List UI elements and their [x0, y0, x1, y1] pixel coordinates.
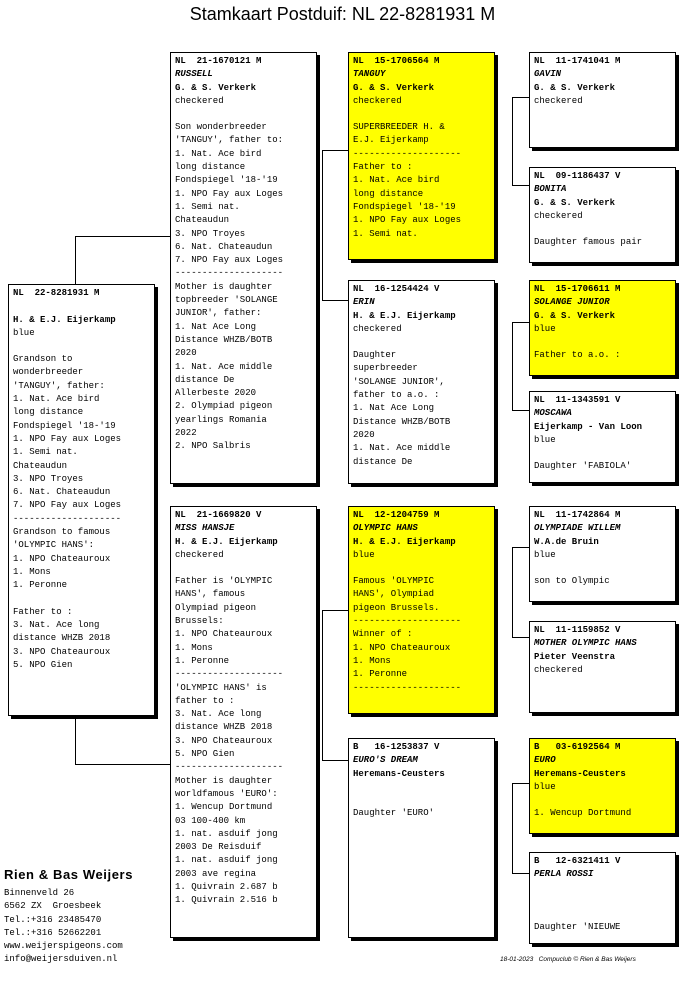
owner: H. & E.J. Eijerkamp: [353, 536, 456, 547]
ring-number: NL 11-1742864 M: [534, 510, 621, 520]
ring-number: NL 11-1343591 V: [534, 395, 621, 405]
pedigree-notes: Father to a.o. :: [534, 350, 621, 361]
pigeon-name: EURO: [534, 755, 556, 766]
ring-number: NL 22-8281931 M: [13, 288, 100, 298]
ring-number: NL 11-1741041 M: [534, 56, 621, 66]
pedigree-notes: Daughter 'NIEUWE: [534, 922, 621, 933]
pigeon-card-mf: [348, 506, 495, 714]
pigeon-color: [534, 895, 671, 908]
print-info: 18-01-2023 Compuclub © Rien & Bas Weijers: [500, 956, 636, 963]
pedigree-notes: Grandson to wonderbreeder 'TANGUY', father: 1. Nat. Ace bird long distance Fondspiegel '18-'19 1. NPO Fay aux Loges 1. Semi nat. Chateaudun 3. NPO Troyes 6. Nat. Chateaudun 7. NPO Fay aux Loges -------------------- Grandson to famous 'OLYMPIC HANS': 1. NPO Chateauroux 1. Mons 1. Peronne Father to : 3. Nat. Ace long distance WHZB 2018 3. NPO Chateauroux 5. NPO Gien: [13, 354, 122, 671]
connector-line: [322, 150, 348, 151]
phone-number: Tel.:+316 52662201: [4, 927, 102, 938]
owner: H. & E.J. Eijerkamp: [13, 314, 116, 325]
pedigree-notes: SUPERBREEDER H. & E.J. Eijerkamp -------------------- Father to : 1. Nat. Ace bird long distance Fondspiegel '18-'19 1. NPO Fay aux Loges 1. Semi nat.: [353, 122, 462, 239]
pigeon-card-fmm: [529, 391, 676, 483]
owner: H. & E.J. Eijerkamp: [353, 310, 456, 321]
pigeon-name: ERIN: [353, 297, 375, 308]
connector-line: [512, 322, 529, 323]
pigeon-card-mmm: [529, 852, 676, 944]
pedigree-notes: Famous 'OLYMPIC HANS', Olympiad pigeon Brussels. -------------------- Winner of : 1. NPO Chateauroux 1. Mons 1. Peronne --------------------: [353, 576, 462, 693]
pigeon-card-mmf: [529, 738, 676, 834]
pigeon-color: checkered: [534, 210, 583, 221]
pedigree-notes: Son wonderbreeder 'TANGUY', father to: 1. Nat. Ace bird long distance Fondspiegel '18-'19 1. NPO Fay aux Loges 1. Semi nat. Chateaudun 3. NPO Troyes 6. Nat. Chateaudun 7. NPO Fay aux Loges -------------------- Mother is daughter topbreeder 'SOLANGE JUNIOR', father: 1. Nat Ace Long Distance WHZB/BOTB 2020 1. Nat. Ace middle distance De Allerbeste 2020 2. Olympiad pigeon yearlings Romania 2022 2. NPO Salbris: [175, 122, 284, 452]
email-link[interactable]: info@weijersduiven.nl: [4, 954, 118, 965]
pigeon-card-mm: [348, 738, 495, 938]
owner: Heremans-Ceusters: [353, 768, 445, 779]
owner: G. & S. Verkerk: [534, 197, 616, 208]
ring-number: NL 21-1669820 V: [175, 510, 262, 520]
connector-line: [512, 783, 513, 873]
ring-number: NL 16-1254424 V: [353, 284, 440, 294]
page-title: Stamkaart Postduif: NL 22-8281931 M: [189, 4, 496, 24]
owner: Pieter Veenstra: [534, 651, 616, 662]
website-link[interactable]: www.weijerspigeons.com: [4, 941, 123, 952]
pigeon-color: blue: [13, 327, 35, 338]
pigeon-name: GAVIN: [534, 69, 562, 80]
ring-number: B 03-6192564 M: [534, 742, 621, 752]
owner: Eijerkamp - Van Loon: [534, 421, 643, 432]
pigeon-card-ff: [348, 52, 495, 260]
pigeon-name: SOLANGE JUNIOR: [534, 297, 610, 308]
pigeon-color: blue: [534, 781, 556, 792]
pedigree-notes: Daughter superbreeder 'SOLANGE JUNIOR', father to a.o. : 1. Nat Ace Long Distance WHZB/BOTB 2020 1. Nat. Ace middle distance De: [353, 350, 451, 467]
ring-number: NL 15-1706564 M: [353, 56, 440, 66]
address-line: Binnenveld 26: [4, 888, 75, 898]
pedigree-notes: Daughter 'EURO': [353, 808, 435, 819]
pigeon-card-ffm: [529, 167, 676, 263]
pigeon-color: blue: [534, 549, 556, 560]
breeder-contact: [4, 866, 133, 967]
owner: G. & S. Verkerk: [534, 82, 616, 93]
pigeon-color: checkered: [534, 664, 583, 675]
connector-line: [512, 873, 529, 874]
connector-line: [512, 637, 529, 638]
pigeon-card-fmf: [529, 280, 676, 376]
owner: G. & S. Verkerk: [534, 310, 616, 321]
phone-number: Tel.:+316 23485470: [4, 914, 102, 925]
pigeon-card-subject: [8, 284, 155, 716]
pigeon-color: checkered: [175, 549, 224, 560]
pedigree-notes: Daughter famous pair: [534, 237, 643, 248]
pigeon-name: TANGUY: [353, 69, 386, 80]
pigeon-card-fm: [348, 280, 495, 484]
owner: G. & S. Verkerk: [353, 82, 435, 93]
pigeon-card-fff: [529, 52, 676, 148]
pigeon-card-mfm: [529, 621, 676, 713]
pigeon-color: [353, 781, 490, 794]
pigeon-name: [13, 300, 150, 313]
connector-line: [512, 547, 529, 548]
connector-line: [512, 185, 529, 186]
pigeon-card-mother: [170, 506, 317, 938]
connector-line: [512, 783, 529, 784]
pigeon-color: checkered: [353, 95, 402, 106]
owner: Heremans-Ceusters: [534, 768, 626, 779]
connector-line: [75, 236, 170, 237]
pigeon-name: RUSSELL: [175, 69, 213, 80]
connector-line: [512, 97, 513, 185]
pedigree-notes: Daughter 'FABIOLA': [534, 461, 632, 472]
pedigree-notes: Father is 'OLYMPIC HANS', famous Olympiad pigeon Brussels: 1. NPO Chateauroux 1. Mons 1. Peronne -------------------- 'OLYMPIC HANS' is father to : 3. Nat. Ace long distance WHZB 2018 3. NPO Chateauroux 5. NPO Gien -------------------- Mother is daughter worldfamous 'EURO': 1. Wencup Dortmund 03 100-400 km 1. nat. asduif jong 2003 De Reisduif 1. nat. asduif jong 2003 ave regina 1. Quivrain 2.687 b 1. Quivrain 2.516 b: [175, 576, 284, 906]
owner: G. & S. Verkerk: [175, 82, 257, 93]
owner: H. & E.J. Eijerkamp: [175, 536, 278, 547]
connector-line: [75, 764, 170, 765]
ring-number: NL 15-1706611 M: [534, 284, 621, 294]
ring-number: NL 11-1159852 V: [534, 625, 621, 635]
pigeon-color: blue: [534, 434, 556, 445]
connector-line: [322, 610, 348, 611]
pigeon-name: BONITA: [534, 184, 567, 195]
pigeon-color: checkered: [534, 95, 583, 106]
ring-number: NL 09-1186437 V: [534, 171, 621, 181]
address-line: 6562 ZX Groesbeek: [4, 901, 102, 912]
owner: W.A.de Bruin: [534, 536, 599, 547]
pigeon-card-mff: [529, 506, 676, 602]
pigeon-name: MISS HANSJE: [175, 523, 235, 534]
connector-line: [75, 236, 76, 284]
connector-line: [322, 610, 323, 760]
ring-number: B 16-1253837 V: [353, 742, 440, 752]
connector-line: [512, 97, 529, 98]
pigeon-name: EURO'S DREAM: [353, 755, 418, 766]
connector-line: [322, 150, 323, 300]
pigeon-name: OLYMPIADE WILLEM: [534, 523, 621, 534]
pigeon-color: blue: [353, 549, 375, 560]
connector-line: [322, 300, 348, 301]
ring-number: NL 21-1670121 M: [175, 56, 262, 66]
connector-line: [512, 547, 513, 637]
connector-line: [322, 760, 348, 761]
pigeon-name: OLYMPIC HANS: [353, 523, 418, 534]
breeder-name: Rien & Bas Weijers: [4, 867, 134, 882]
pigeon-name: PERLA ROSSI: [534, 869, 594, 880]
pedigree-notes: 1. Wencup Dortmund: [534, 808, 632, 819]
owner: [534, 882, 671, 895]
pigeon-color: blue: [534, 323, 556, 334]
pigeon-card-father: [170, 52, 317, 484]
connector-line: [75, 716, 76, 764]
pigeon-color: checkered: [353, 323, 402, 334]
ring-number: NL 12-1204759 M: [353, 510, 440, 520]
pigeon-color: checkered: [175, 95, 224, 106]
connector-line: [512, 322, 513, 410]
pigeon-name: MOSCAWA: [534, 408, 572, 419]
connector-line: [512, 410, 529, 411]
pedigree-notes: son to Olympic: [534, 576, 610, 587]
ring-number: B 12-6321411 V: [534, 856, 621, 866]
pigeon-name: MOTHER OLYMPIC HANS: [534, 638, 637, 649]
